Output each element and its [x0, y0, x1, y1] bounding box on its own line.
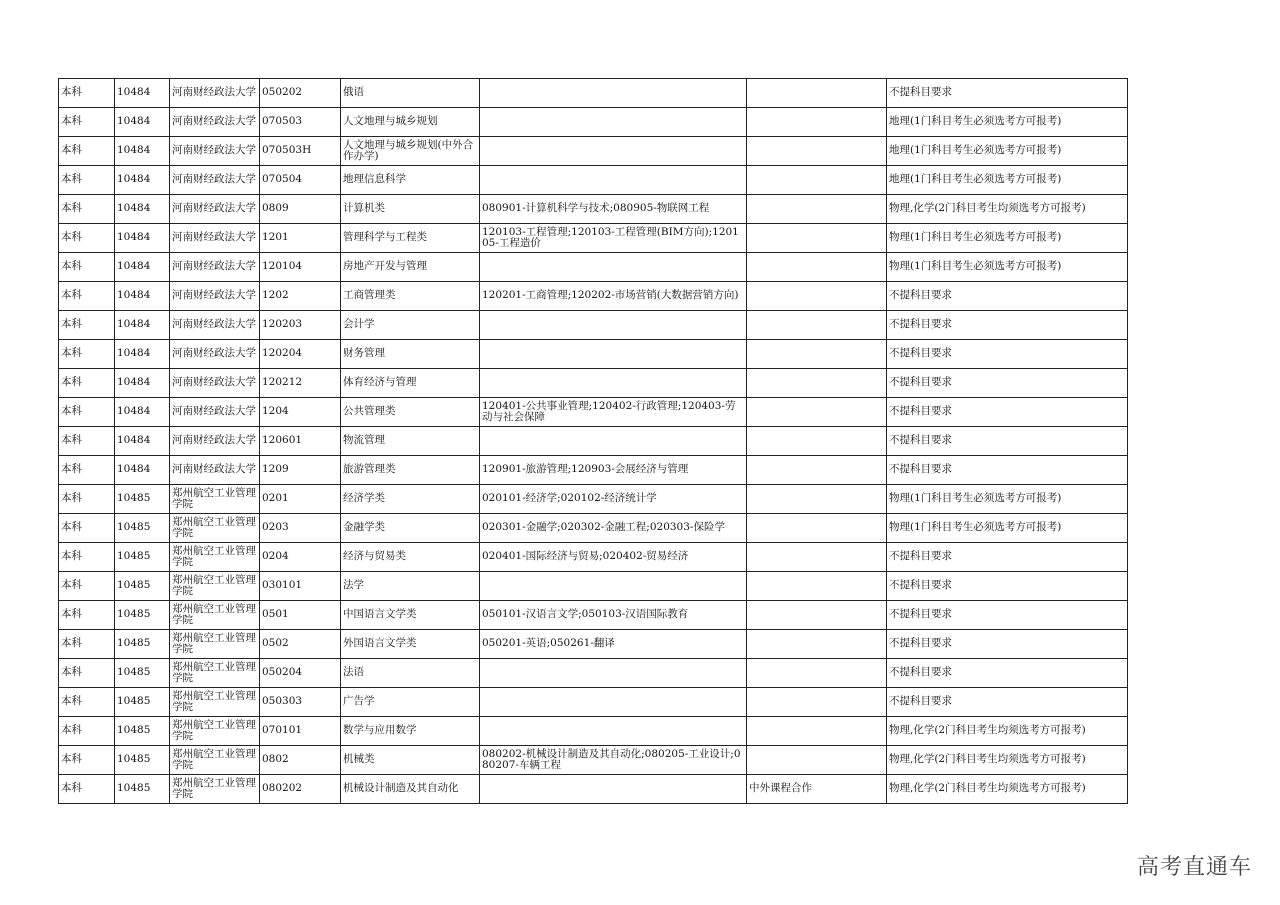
major-name-cell: 机械类: [341, 746, 480, 775]
major-code-cell: 120601: [260, 427, 341, 456]
table-row: [59, 514, 1128, 543]
remark-cell: [747, 253, 887, 282]
remark-cell: [747, 166, 887, 195]
level-cell: 本科: [59, 369, 115, 398]
included-majors-cell: [480, 688, 747, 717]
table-row: [59, 79, 1128, 108]
remark-cell: [747, 340, 887, 369]
major-name-cell: 体育经济与管理: [341, 369, 480, 398]
university-cell: 郑州航空工业管理学院: [170, 775, 260, 804]
major-code-cell: 070503H: [260, 137, 341, 166]
major-name-cell: 财务管理: [341, 340, 480, 369]
school-code-cell: 10485: [115, 688, 170, 717]
level-cell: 本科: [59, 166, 115, 195]
table-row: [59, 311, 1128, 340]
university-cell: 河南财经政法大学: [170, 108, 260, 137]
level-cell: 本科: [59, 340, 115, 369]
major-name-cell: 地理信息科学: [341, 166, 480, 195]
school-code-cell: 10484: [115, 340, 170, 369]
school-code-cell: 10485: [115, 775, 170, 804]
school-code-cell: 10485: [115, 746, 170, 775]
level-cell: 本科: [59, 543, 115, 572]
university-cell: 河南财经政法大学: [170, 253, 260, 282]
major-code-cell: 120204: [260, 340, 341, 369]
school-code-cell: 10484: [115, 224, 170, 253]
major-name-cell: 法语: [341, 659, 480, 688]
table-row: [59, 485, 1128, 514]
major-name-cell: 物流管理: [341, 427, 480, 456]
university-cell: 郑州航空工业管理学院: [170, 601, 260, 630]
included-majors-cell: 080202-机械设计制造及其自动化;080205-工业设计;080207-车辆工程: [480, 746, 747, 775]
admission-table: [58, 78, 1128, 804]
subject-requirement-cell: 不提科目要求: [887, 340, 1128, 369]
subject-requirement-cell: 不提科目要求: [887, 427, 1128, 456]
level-cell: 本科: [59, 311, 115, 340]
remark-cell: [747, 630, 887, 659]
university-cell: 河南财经政法大学: [170, 282, 260, 311]
school-code-cell: 10484: [115, 137, 170, 166]
subject-requirement-cell: 物理(1门科目考生必须选考方可报考): [887, 224, 1128, 253]
remark-cell: [747, 688, 887, 717]
included-majors-cell: [480, 427, 747, 456]
table-row: [59, 630, 1128, 659]
level-cell: 本科: [59, 630, 115, 659]
table-row: [59, 369, 1128, 398]
major-name-cell: 外国语言文学类: [341, 630, 480, 659]
major-code-cell: 1204: [260, 398, 341, 427]
table-row: [59, 282, 1128, 311]
school-code-cell: 10484: [115, 456, 170, 485]
included-majors-cell: [480, 166, 747, 195]
remark-cell: [747, 398, 887, 427]
school-code-cell: 10484: [115, 108, 170, 137]
level-cell: 本科: [59, 514, 115, 543]
table-row: [59, 456, 1128, 485]
major-code-cell: 0501: [260, 601, 341, 630]
major-code-cell: 120203: [260, 311, 341, 340]
table-row: [59, 717, 1128, 746]
remark-cell: [747, 195, 887, 224]
major-code-cell: 0203: [260, 514, 341, 543]
remark-cell: [747, 369, 887, 398]
level-cell: 本科: [59, 79, 115, 108]
included-majors-cell: [480, 340, 747, 369]
university-cell: 河南财经政法大学: [170, 340, 260, 369]
table-row: [59, 543, 1128, 572]
university-cell: 河南财经政法大学: [170, 166, 260, 195]
major-code-cell: 1202: [260, 282, 341, 311]
university-cell: 河南财经政法大学: [170, 427, 260, 456]
major-name-cell: 会计学: [341, 311, 480, 340]
subject-requirement-cell: 物理,化学(2门科目考生均须选考方可报考): [887, 195, 1128, 224]
school-code-cell: 10484: [115, 79, 170, 108]
included-majors-cell: 020101-经济学;020102-经济统计学: [480, 485, 747, 514]
major-name-cell: 数学与应用数学: [341, 717, 480, 746]
major-name-cell: 俄语: [341, 79, 480, 108]
level-cell: 本科: [59, 746, 115, 775]
university-cell: 河南财经政法大学: [170, 398, 260, 427]
university-cell: 郑州航空工业管理学院: [170, 630, 260, 659]
remark-cell: [747, 108, 887, 137]
major-code-cell: 120212: [260, 369, 341, 398]
level-cell: 本科: [59, 572, 115, 601]
school-code-cell: 10484: [115, 369, 170, 398]
table-row: [59, 195, 1128, 224]
major-code-cell: 120104: [260, 253, 341, 282]
school-code-cell: 10485: [115, 630, 170, 659]
university-cell: 河南财经政法大学: [170, 456, 260, 485]
level-cell: 本科: [59, 775, 115, 804]
subject-requirement-cell: 不提科目要求: [887, 572, 1128, 601]
major-code-cell: 0204: [260, 543, 341, 572]
included-majors-cell: [480, 79, 747, 108]
major-name-cell: 计算机类: [341, 195, 480, 224]
level-cell: 本科: [59, 253, 115, 282]
school-code-cell: 10485: [115, 659, 170, 688]
included-majors-cell: [480, 775, 747, 804]
major-name-cell: 经济与贸易类: [341, 543, 480, 572]
included-majors-cell: 050101-汉语言文学;050103-汉语国际教育: [480, 601, 747, 630]
table-row: [59, 398, 1128, 427]
table-row: [59, 746, 1128, 775]
university-cell: 郑州航空工业管理学院: [170, 659, 260, 688]
university-cell: 郑州航空工业管理学院: [170, 543, 260, 572]
included-majors-cell: 020301-金融学;020302-金融工程;020303-保险学: [480, 514, 747, 543]
subject-requirement-cell: 不提科目要求: [887, 456, 1128, 485]
subject-requirement-cell: 物理(1门科目考生必须选考方可报考): [887, 253, 1128, 282]
table-row: [59, 253, 1128, 282]
remark-cell: [747, 659, 887, 688]
school-code-cell: 10485: [115, 572, 170, 601]
level-cell: 本科: [59, 398, 115, 427]
level-cell: 本科: [59, 137, 115, 166]
remark-cell: [747, 456, 887, 485]
major-name-cell: 人文地理与城乡规划: [341, 108, 480, 137]
university-cell: 河南财经政法大学: [170, 369, 260, 398]
school-code-cell: 10485: [115, 485, 170, 514]
remark-cell: [747, 311, 887, 340]
subject-requirement-cell: 地理(1门科目考生必须选考方可报考): [887, 166, 1128, 195]
school-code-cell: 10484: [115, 253, 170, 282]
table-row: [59, 108, 1128, 137]
school-code-cell: 10485: [115, 543, 170, 572]
university-cell: 河南财经政法大学: [170, 195, 260, 224]
major-name-cell: 广告学: [341, 688, 480, 717]
school-code-cell: 10484: [115, 195, 170, 224]
subject-requirement-cell: 物理(1门科目考生必须选考方可报考): [887, 514, 1128, 543]
major-code-cell: 0201: [260, 485, 341, 514]
major-code-cell: 0809: [260, 195, 341, 224]
level-cell: 本科: [59, 427, 115, 456]
university-cell: 郑州航空工业管理学院: [170, 688, 260, 717]
table-row: [59, 601, 1128, 630]
major-name-cell: 公共管理类: [341, 398, 480, 427]
major-code-cell: 0802: [260, 746, 341, 775]
included-majors-cell: 120201-工商管理;120202-市场营销(大数据营销方向): [480, 282, 747, 311]
table-row: [59, 688, 1128, 717]
level-cell: 本科: [59, 456, 115, 485]
remark-cell: [747, 717, 887, 746]
table-row: [59, 340, 1128, 369]
university-cell: 郑州航空工业管理学院: [170, 717, 260, 746]
table-row: [59, 775, 1128, 804]
subject-requirement-cell: 不提科目要求: [887, 398, 1128, 427]
remark-cell: [747, 282, 887, 311]
major-name-cell: 经济学类: [341, 485, 480, 514]
school-code-cell: 10484: [115, 398, 170, 427]
major-name-cell: 管理科学与工程类: [341, 224, 480, 253]
school-code-cell: 10484: [115, 282, 170, 311]
level-cell: 本科: [59, 224, 115, 253]
level-cell: 本科: [59, 688, 115, 717]
level-cell: 本科: [59, 108, 115, 137]
included-majors-cell: [480, 369, 747, 398]
major-code-cell: 030101: [260, 572, 341, 601]
subject-requirement-cell: 地理(1门科目考生必须选考方可报考): [887, 108, 1128, 137]
subject-requirement-cell: 物理(1门科目考生必须选考方可报考): [887, 485, 1128, 514]
major-code-cell: 1209: [260, 456, 341, 485]
major-code-cell: 050303: [260, 688, 341, 717]
school-code-cell: 10485: [115, 601, 170, 630]
remark-cell: [747, 601, 887, 630]
included-majors-cell: [480, 108, 747, 137]
included-majors-cell: 020401-国际经济与贸易;020402-贸易经济: [480, 543, 747, 572]
included-majors-cell: 120103-工程管理;120103-工程管理(BIM方向);120105-工程造价: [480, 224, 747, 253]
level-cell: 本科: [59, 601, 115, 630]
major-code-cell: 070503: [260, 108, 341, 137]
included-majors-cell: [480, 311, 747, 340]
major-name-cell: 中国语言文学类: [341, 601, 480, 630]
remark-cell: [747, 224, 887, 253]
included-majors-cell: [480, 572, 747, 601]
major-code-cell: 1201: [260, 224, 341, 253]
university-cell: 郑州航空工业管理学院: [170, 746, 260, 775]
major-code-cell: 0502: [260, 630, 341, 659]
remark-cell: [747, 543, 887, 572]
subject-requirement-cell: 地理(1门科目考生必须选考方可报考): [887, 137, 1128, 166]
university-cell: 河南财经政法大学: [170, 137, 260, 166]
level-cell: 本科: [59, 485, 115, 514]
included-majors-cell: [480, 717, 747, 746]
included-majors-cell: 120401-公共事业管理;120402-行政管理;120403-劳动与社会保障: [480, 398, 747, 427]
subject-requirement-cell: 不提科目要求: [887, 79, 1128, 108]
university-cell: 河南财经政法大学: [170, 79, 260, 108]
major-name-cell: 房地产开发与管理: [341, 253, 480, 282]
level-cell: 本科: [59, 195, 115, 224]
major-name-cell: 工商管理类: [341, 282, 480, 311]
major-code-cell: 050202: [260, 79, 341, 108]
table-row: [59, 166, 1128, 195]
university-cell: 河南财经政法大学: [170, 224, 260, 253]
remark-cell: [747, 79, 887, 108]
remark-cell: [747, 485, 887, 514]
major-name-cell: 人文地理与城乡规划(中外合作办学): [341, 137, 480, 166]
subject-requirement-cell: 不提科目要求: [887, 601, 1128, 630]
major-code-cell: 070101: [260, 717, 341, 746]
level-cell: 本科: [59, 282, 115, 311]
subject-requirement-cell: 不提科目要求: [887, 282, 1128, 311]
table-row: [59, 572, 1128, 601]
university-cell: 郑州航空工业管理学院: [170, 485, 260, 514]
major-name-cell: 法学: [341, 572, 480, 601]
school-code-cell: 10484: [115, 311, 170, 340]
level-cell: 本科: [59, 659, 115, 688]
included-majors-cell: 080901-计算机科学与技术;080905-物联网工程: [480, 195, 747, 224]
table-row: [59, 659, 1128, 688]
table-row: [59, 137, 1128, 166]
school-code-cell: 10485: [115, 717, 170, 746]
subject-requirement-cell: 不提科目要求: [887, 688, 1128, 717]
major-name-cell: 机械设计制造及其自动化: [341, 775, 480, 804]
watermark-text: 高考直通车: [1136, 855, 1252, 880]
included-majors-cell: [480, 659, 747, 688]
remark-cell: [747, 746, 887, 775]
university-cell: 河南财经政法大学: [170, 311, 260, 340]
remark-cell: 中外课程合作: [747, 775, 887, 804]
subject-requirement-cell: 不提科目要求: [887, 543, 1128, 572]
university-cell: 郑州航空工业管理学院: [170, 572, 260, 601]
subject-requirement-cell: 不提科目要求: [887, 311, 1128, 340]
school-code-cell: 10484: [115, 166, 170, 195]
major-name-cell: 旅游管理类: [341, 456, 480, 485]
included-majors-cell: 120901-旅游管理;120903-会展经济与管理: [480, 456, 747, 485]
subject-requirement-cell: 物理,化学(2门科目考生均须选考方可报考): [887, 717, 1128, 746]
remark-cell: [747, 514, 887, 543]
remark-cell: [747, 427, 887, 456]
school-code-cell: 10485: [115, 514, 170, 543]
subject-requirement-cell: 不提科目要求: [887, 630, 1128, 659]
subject-requirement-cell: 不提科目要求: [887, 369, 1128, 398]
major-name-cell: 金融学类: [341, 514, 480, 543]
subject-requirement-cell: 物理,化学(2门科目考生均须选考方可报考): [887, 746, 1128, 775]
school-code-cell: 10484: [115, 427, 170, 456]
table-row: [59, 427, 1128, 456]
major-code-cell: 070504: [260, 166, 341, 195]
subject-requirement-cell: 不提科目要求: [887, 659, 1128, 688]
remark-cell: [747, 137, 887, 166]
level-cell: 本科: [59, 717, 115, 746]
remark-cell: [747, 572, 887, 601]
included-majors-cell: [480, 137, 747, 166]
university-cell: 郑州航空工业管理学院: [170, 514, 260, 543]
major-code-cell: 050204: [260, 659, 341, 688]
included-majors-cell: 050201-英语;050261-翻译: [480, 630, 747, 659]
included-majors-cell: [480, 253, 747, 282]
table-row: [59, 224, 1128, 253]
subject-requirement-cell: 物理,化学(2门科目考生均须选考方可报考): [887, 775, 1128, 804]
major-code-cell: 080202: [260, 775, 341, 804]
